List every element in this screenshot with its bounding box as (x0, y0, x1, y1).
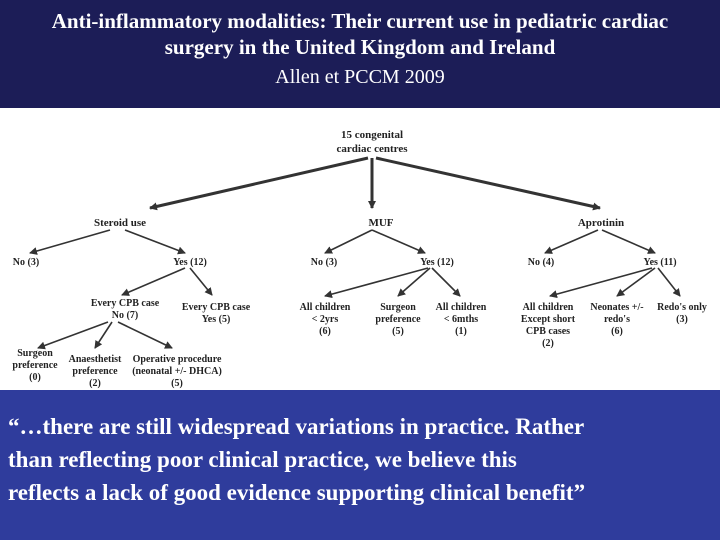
all-except-line-2: Except short (520, 314, 576, 325)
title-line-2: surgery in the United Kingdom and Ireland (164, 35, 556, 59)
operative-line-1: Operative procedure (132, 354, 222, 365)
operative-line-3: (5) (171, 378, 183, 389)
surgeon-pref-line-1: Surgeon (17, 348, 53, 359)
muf-lt6m-line-2: < 6mths (443, 314, 479, 325)
edge-root-steroid (150, 158, 368, 208)
edge-yes-everyyes (190, 268, 212, 295)
surgeon-pref-line-2: preference (12, 360, 58, 371)
muf-lt6m-line-3: (1) (455, 326, 467, 337)
root-line-1: 15 congenital (340, 129, 404, 141)
edge-muf-no (325, 230, 372, 253)
tree-diagram (0, 108, 720, 390)
every-cpb-no-line-2: No (7) (111, 310, 139, 321)
quote-box (0, 390, 720, 540)
neonates-line-2: redo's (604, 314, 630, 325)
all-except-line-3: CPB cases (525, 326, 571, 337)
edge-apyes-redos (658, 268, 680, 296)
edge-steroid-no (30, 230, 110, 253)
neonates-line-3: (6) (611, 326, 623, 337)
aprotinin-label: Aprotinin (577, 217, 625, 229)
muf-lt2-line-1: All children (299, 302, 351, 313)
anaesthetist-line-2: preference (72, 366, 118, 377)
steroid-yes: Yes (12) (173, 257, 207, 268)
edge-mufyes-lt2 (325, 268, 428, 296)
redos-line-2: (3) (676, 314, 688, 325)
edge-aprotinin-yes (602, 230, 655, 253)
redos-line-1: Redo's only (657, 302, 707, 313)
steroid-label: Steroid use (93, 217, 147, 229)
steroid-no: No (3) (12, 257, 40, 268)
neonates-line-1: Neonates +/- (590, 302, 644, 313)
every-cpb-no-line-1: Every CPB case (90, 298, 160, 309)
edge-mufyes-lt6m (432, 268, 460, 296)
edge-yes-everyno (122, 268, 185, 295)
muf-surgeon-line-2: preference (375, 314, 421, 325)
muf-lt2-line-2: < 2yrs (311, 314, 339, 325)
all-except-line-4: (2) (542, 338, 554, 349)
anaesthetist-line-1: Anaesthetist (68, 354, 122, 365)
edge-steroid-yes (125, 230, 185, 253)
edge-aprotinin-no (545, 230, 598, 253)
title-banner (0, 0, 720, 108)
citation: Allen et PCCM 2009 (275, 66, 445, 88)
quote-line-2: than reflecting poor clinical practice, we believe this (8, 447, 517, 472)
edge-root-aprotinin (376, 158, 600, 208)
muf-no: No (3) (310, 257, 338, 268)
surgeon-pref-line-3: (0) (29, 372, 41, 383)
muf-label: MUF (368, 217, 394, 229)
every-cpb-yes-line-2: Yes (5) (201, 314, 231, 325)
title-line-1: Anti-inflammatory modalities: Their current use in pediatric cardiac (51, 9, 669, 33)
root-line-2: cardiac centres (336, 143, 408, 155)
muf-surgeon-line-1: Surgeon (380, 302, 416, 313)
all-except-line-1: All children (522, 302, 574, 313)
every-cpb-yes-line-1: Every CPB case (181, 302, 251, 313)
anaesthetist-line-3: (2) (89, 378, 101, 389)
muf-yes: Yes (12) (420, 257, 454, 268)
decision-tree (0, 108, 720, 390)
quote-line-1: “…there are still widespread variations in practice. Rather (8, 414, 585, 439)
muf-lt6m-line-1: All children (435, 302, 487, 313)
quote-line-3: reflects a lack of good evidence supporting clinical benefit” (8, 480, 586, 505)
muf-surgeon-line-3: (5) (392, 326, 404, 337)
aprotinin-no: No (4) (527, 257, 555, 268)
edge-everyno-operative (118, 322, 172, 348)
operative-line-2: (neonatal +/- DHCA) (132, 366, 222, 377)
aprotinin-yes: Yes (11) (643, 257, 677, 268)
edge-muf-yes (372, 230, 425, 253)
muf-lt2-line-3: (6) (319, 326, 331, 337)
